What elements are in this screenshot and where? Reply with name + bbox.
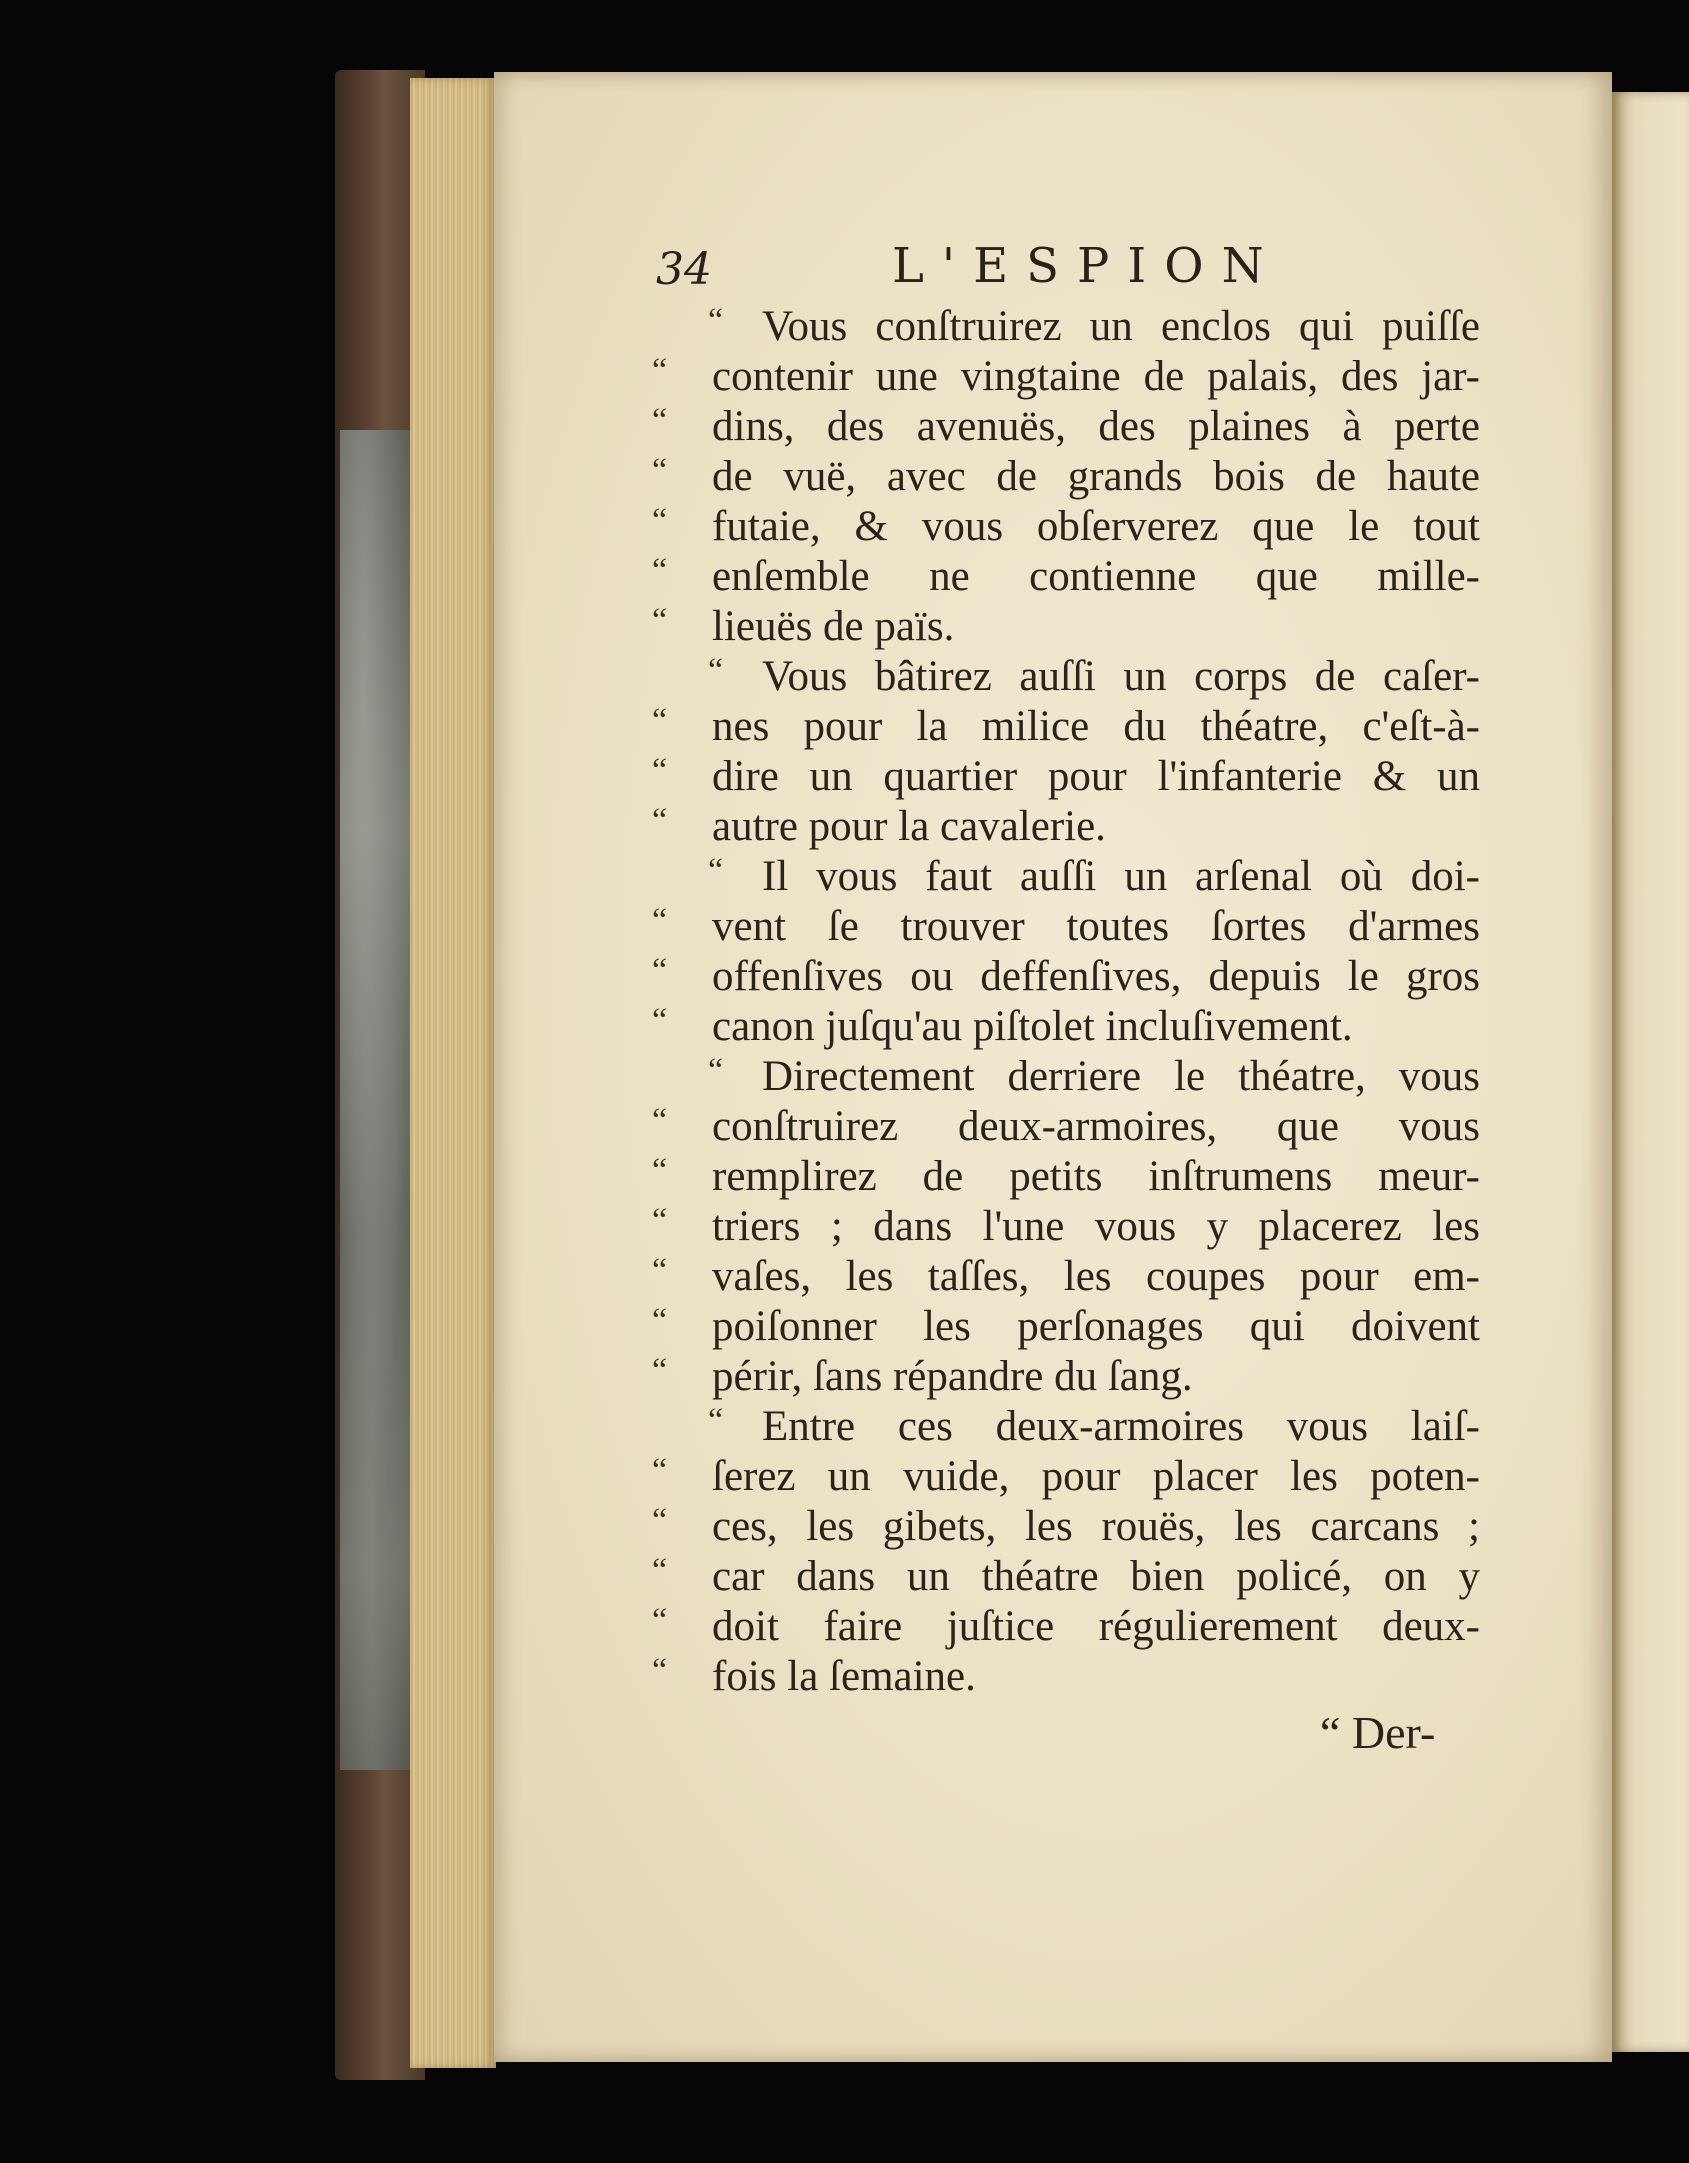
- text-line: [652, 1002, 1492, 1052]
- quote-marker: “: [652, 1302, 668, 1339]
- line-text: Vous bâtirez auſſi un corps de caſer-: [762, 653, 1480, 700]
- line-text: doit faire juſtice régulierement deux-: [712, 1603, 1480, 1650]
- quote-marker: “: [652, 1252, 668, 1289]
- line-text: fois la ſemaine.: [712, 1653, 976, 1700]
- line-text: contenir une vingtaine de palais, des jar-: [712, 353, 1480, 400]
- line-text: vent ſe trouver toutes ſortes d'armes: [712, 903, 1480, 950]
- text-line: [652, 1402, 1492, 1452]
- text-line: [652, 1202, 1492, 1252]
- text-line: [652, 1652, 1492, 1702]
- catchword: “ Der-: [1320, 1707, 1436, 1758]
- text-line: [652, 602, 1492, 652]
- line-text: car dans un théatre bien policé, on y: [712, 1553, 1480, 1600]
- quote-marker: “: [652, 1452, 668, 1489]
- text-line: [652, 1452, 1492, 1502]
- line-text: autre pour la cavalerie.: [712, 803, 1106, 850]
- body-text: [652, 302, 1492, 1702]
- text-line: [652, 1352, 1492, 1402]
- quote-marker: “: [652, 552, 668, 589]
- line-text: offenſives ou deffenſives, depuis le gros: [712, 953, 1480, 1000]
- marbled-cover: [340, 430, 418, 1770]
- text-line: [652, 1102, 1492, 1152]
- opening-quote: “: [708, 652, 724, 689]
- line-text: de vuë, avec de grands bois de haute: [712, 453, 1480, 500]
- quote-marker: “: [652, 1652, 668, 1689]
- opening-quote: “: [708, 852, 724, 889]
- page-edges: [410, 78, 496, 2068]
- line-text: poiſonner les perſonages qui doivent: [712, 1303, 1480, 1350]
- text-line: [652, 452, 1492, 502]
- text-line: [652, 1052, 1492, 1102]
- opening-quote: “: [708, 1052, 724, 1089]
- text-line: [652, 1252, 1492, 1302]
- quote-marker: “: [652, 1202, 668, 1239]
- text-line: [652, 1302, 1492, 1352]
- line-text: remplirez de petits inſtrumens meur-: [712, 1153, 1480, 1200]
- line-text: ſerez un vuide, pour placer les poten-: [712, 1453, 1480, 1500]
- text-line: [652, 352, 1492, 402]
- text-line: [652, 1552, 1492, 1602]
- quote-marker: “: [652, 502, 668, 539]
- line-text: Vous conſtruirez un enclos qui puiſſe: [762, 303, 1480, 350]
- text-line: [652, 302, 1492, 352]
- quote-marker: “: [652, 352, 668, 389]
- quote-marker: “: [652, 1002, 668, 1039]
- text-line: [652, 652, 1492, 702]
- opening-quote: “: [708, 302, 724, 339]
- text-line: [652, 502, 1492, 552]
- text-line: [652, 852, 1492, 902]
- page-number: 34: [656, 244, 712, 295]
- page-header: [656, 238, 1476, 308]
- quote-marker: “: [652, 452, 668, 489]
- quote-marker: “: [652, 1152, 668, 1189]
- quote-marker: “: [652, 1602, 668, 1639]
- text-line: [652, 752, 1492, 802]
- line-text: Entre ces deux-armoires vous laiſ-: [762, 1403, 1480, 1450]
- quote-marker: “: [652, 752, 668, 789]
- line-text: dins, des avenuës, des plaines à perte: [712, 403, 1480, 450]
- line-text: canon juſqu'au piſtolet incluſivement.: [712, 1003, 1353, 1050]
- quote-marker: “: [652, 1352, 668, 1389]
- quote-marker: “: [652, 1102, 668, 1139]
- line-text: conſtruirez deux-armoires, que vous: [712, 1103, 1480, 1150]
- quote-marker: “: [652, 402, 668, 439]
- quote-marker: “: [652, 702, 668, 739]
- quote-marker: “: [652, 1502, 668, 1539]
- line-text: Directement derriere le théatre, vous: [762, 1053, 1480, 1100]
- quote-marker: “: [652, 1552, 668, 1589]
- line-text: lieuës de païs.: [712, 603, 955, 650]
- opening-quote: “: [708, 1402, 724, 1439]
- text-line: [652, 552, 1492, 602]
- text-line: [652, 702, 1492, 752]
- line-text: triers ; dans l'une vous y placerez les: [712, 1203, 1480, 1250]
- line-text: dire un quartier pour l'infanterie & un: [712, 753, 1480, 800]
- quote-marker: “: [652, 952, 668, 989]
- text-line: [652, 952, 1492, 1002]
- line-text: futaie, & vous obſerverez que le tout: [712, 503, 1480, 550]
- text-line: [652, 802, 1492, 852]
- facing-page-edge: [1612, 92, 1689, 2052]
- line-text: périr, ſans répandre du ſang.: [712, 1353, 1193, 1400]
- quote-marker: “: [652, 602, 668, 639]
- quote-marker: “: [652, 902, 668, 939]
- running-title: L'ESPION: [892, 238, 1282, 294]
- line-text: ces, les gibets, les rouës, les carcans ;: [712, 1503, 1480, 1550]
- text-line: [652, 1152, 1492, 1202]
- line-text: nes pour la milice du théatre, c'eſt-à-: [712, 703, 1480, 750]
- text-line: [652, 1602, 1492, 1652]
- text-line: [652, 402, 1492, 452]
- line-text: vaſes, les taſſes, les coupes pour em-: [712, 1253, 1480, 1300]
- text-line: [652, 1502, 1492, 1552]
- text-line: [652, 902, 1492, 952]
- line-text: enſemble ne contienne que mille-: [712, 553, 1480, 600]
- quote-marker: “: [652, 802, 668, 839]
- line-text: Il vous faut auſſi un arſenal où doi-: [762, 853, 1480, 900]
